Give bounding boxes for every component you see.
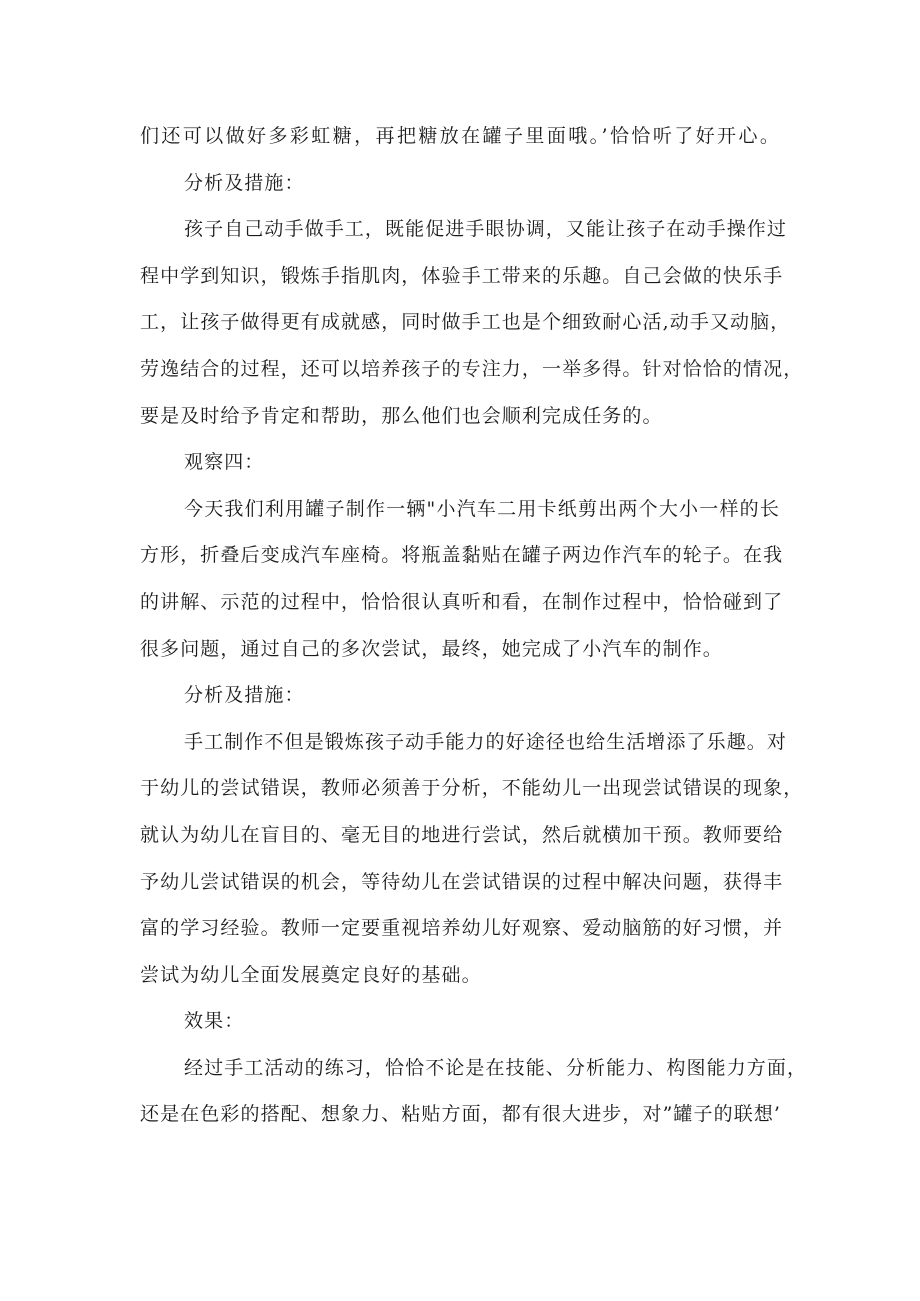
paragraph-line: 要是及时给予肯定和帮助，那么他们也会顺利完成任务的。 — [140, 404, 663, 427]
paragraph-line: 劳逸结合的过程，还可以培养孩子的专注力，一举多得。针对恰恰的情况， — [140, 357, 804, 380]
paragraph-line: 今天我们利用罐子制作一辆"小汽车二用卡纸剪出两个大小一样的长 — [184, 497, 780, 520]
section-heading: 分析及措施： — [184, 171, 305, 194]
paragraph-line: 予幼儿尝试错误的机会，等待幼儿在尝试错误的过程中解决问题，获得丰 — [140, 870, 784, 893]
paragraph-line: 就认为幼儿在盲目的、毫无目的地进行尝试，然后就横加干预。教师要给 — [140, 823, 784, 846]
paragraph-line: 的讲解、示范的过程中，恰恰很认真听和看，在制作过程中，恰恰碰到了 — [140, 590, 784, 613]
paragraph-line: 经过手工活动的练习，恰恰不论是在技能、分析能力、构图能力方面， — [184, 1056, 808, 1079]
paragraph-line: 尝试为幼儿全面发展奠定良好的基础。 — [140, 963, 482, 986]
paragraph-line: 程中学到知识，锻炼手指肌肉，体验手工带来的乐趣。自己会做的快乐手 — [140, 264, 784, 287]
paragraph-line: 方形，折叠后变成汽车座椅。将瓶盖黏贴在罐子两边作汽车的轮子。在我 — [140, 544, 784, 567]
paragraph-line: 富的学习经验。教师一定要重视培养幼儿好观察、爱动脑筋的好习惯，并 — [140, 917, 784, 940]
paragraph-line: 们还可以做好多彩虹糖，再把糖放在罐子里面哦。’恰恰听了好开心。 — [140, 125, 780, 147]
section-heading: 效果： — [184, 1010, 245, 1033]
paragraph-line: 孩子自己动手做手工，既能促进手眼协调，又能让孩子在动手操作过 — [184, 218, 788, 241]
section-heading: 分析及措施： — [184, 684, 305, 707]
paragraph-line: 还是在色彩的搭配、想象力、粘贴方面，都有很大进步，对”罐子的联想’ — [140, 1103, 782, 1126]
paragraph-line: 于幼儿的尝试错误，教师必须善于分析，不能幼儿一出现尝试错误的现象， — [140, 777, 804, 800]
paragraph-line: 很多问题，通过自己的多次尝试，最终，她完成了小汽车的制作。 — [140, 637, 723, 660]
paragraph-line: 手工制作不但是锻炼孩子动手能力的好途径也给生活增添了乐趣。对 — [184, 730, 788, 753]
section-heading: 观察四： — [184, 451, 265, 474]
document-body — [140, 113, 808, 1138]
paragraph-line: 工，让孩子做得更有成就感，同时做手工也是个细致耐心活,动手又动脑， — [140, 311, 791, 334]
